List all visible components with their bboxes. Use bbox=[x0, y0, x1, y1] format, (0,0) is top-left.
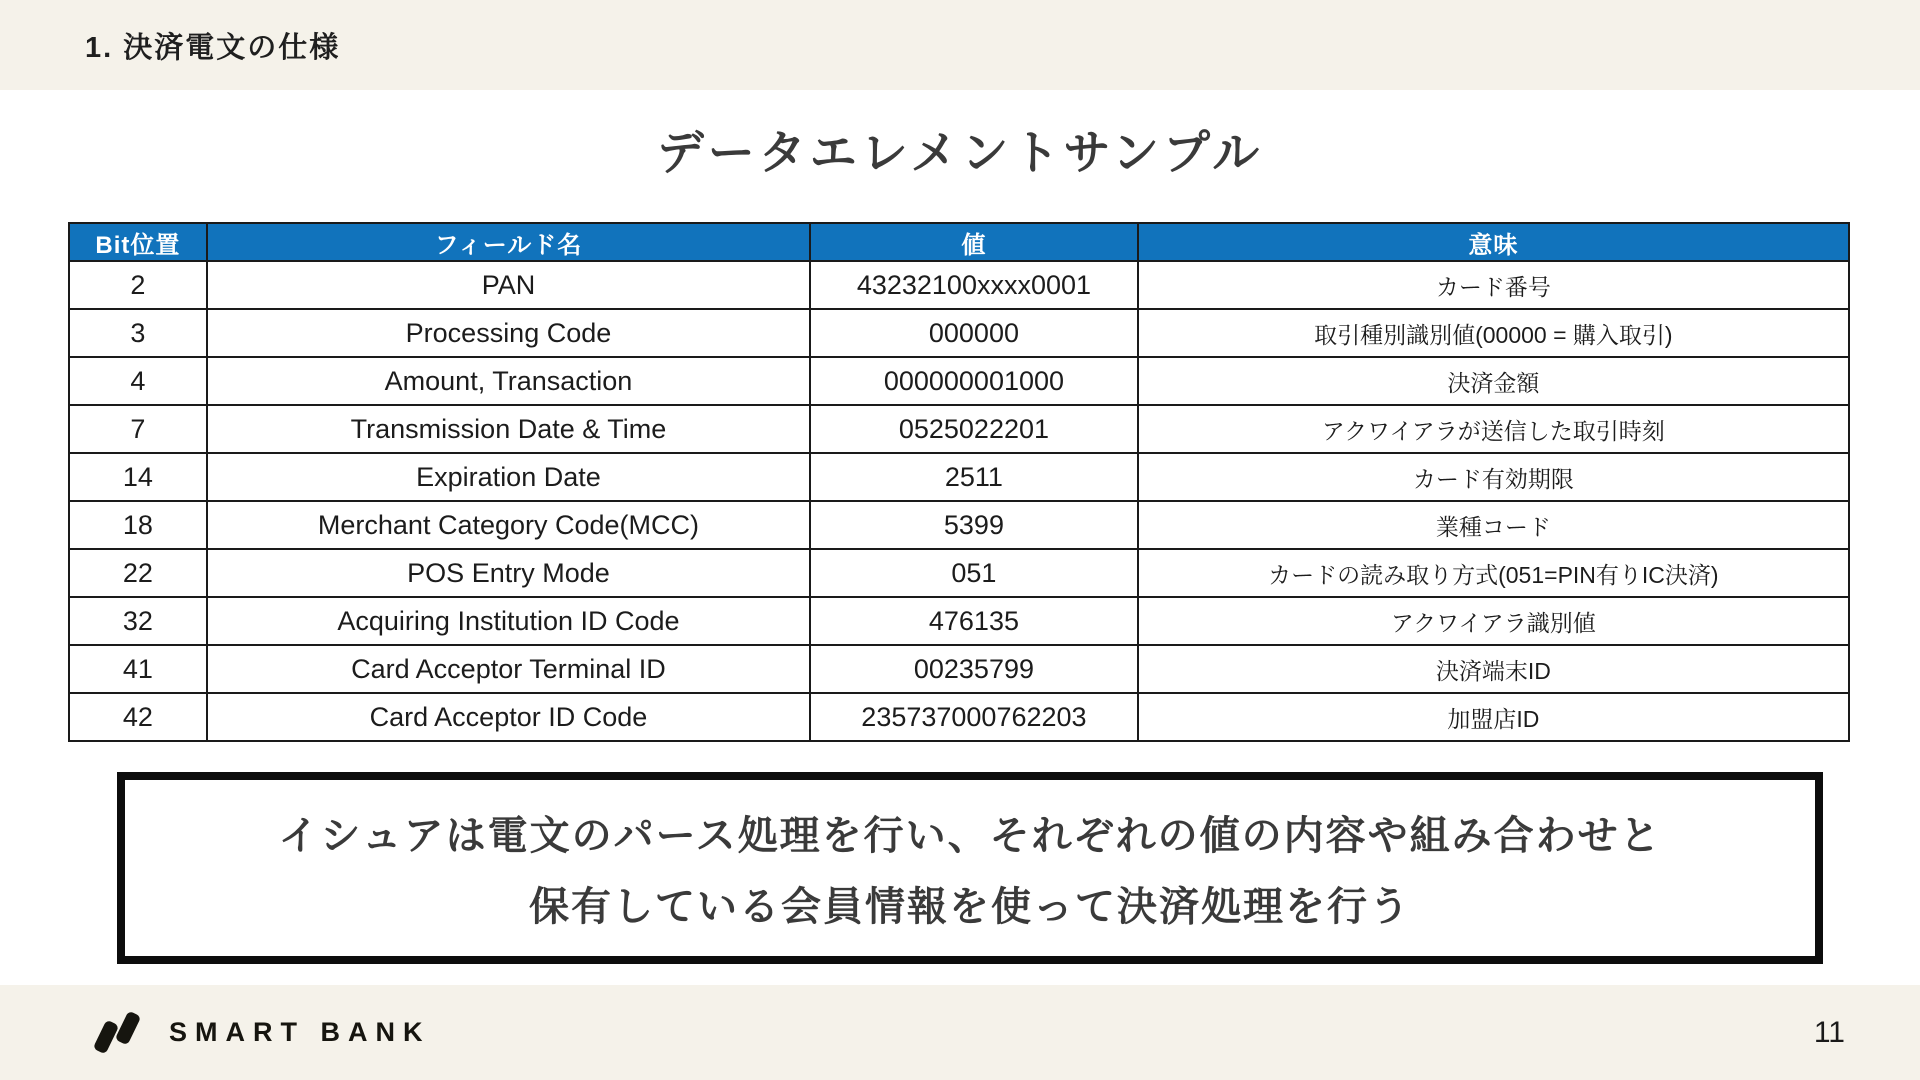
table-row bbox=[69, 645, 1849, 693]
cell-value: 051 bbox=[810, 549, 1138, 597]
cell-bit: 2 bbox=[69, 261, 207, 309]
cell-value: 2511 bbox=[810, 453, 1138, 501]
table-row bbox=[69, 693, 1849, 741]
smartbank-logo-text: SMART BANK bbox=[169, 1017, 431, 1047]
cell-field: PAN bbox=[207, 261, 810, 309]
cell-field: Amount, Transaction bbox=[207, 357, 810, 405]
cell-field: Expiration Date bbox=[207, 453, 810, 501]
table-row bbox=[69, 357, 1849, 405]
cell-field: POS Entry Mode bbox=[207, 549, 810, 597]
cell-meaning: アクワイアラ識別値 bbox=[1138, 597, 1849, 645]
cell-meaning: カード番号 bbox=[1138, 261, 1849, 309]
cell-value: 000000 bbox=[810, 309, 1138, 357]
cell-bit: 32 bbox=[69, 597, 207, 645]
cell-field: Transmission Date & Time bbox=[207, 405, 810, 453]
footer-band bbox=[0, 985, 1920, 1080]
cell-meaning: アクワイアラが送信した取引時刻 bbox=[1138, 405, 1849, 453]
cell-bit: 7 bbox=[69, 405, 207, 453]
cell-field: Merchant Category Code(MCC) bbox=[207, 501, 810, 549]
table-row bbox=[69, 501, 1849, 549]
header-cell-meaning: 意味 bbox=[1138, 223, 1849, 261]
callout-line-2: 保有している会員情報を使って決済処理を行う bbox=[529, 885, 1411, 929]
table-header-row bbox=[69, 223, 1849, 261]
smartbank-logo bbox=[95, 1010, 431, 1056]
header-cell-field: フィールド名 bbox=[207, 223, 810, 261]
section-heading: 1. 決済電文の仕様 bbox=[85, 31, 341, 64]
data-element-table-wrap bbox=[68, 222, 1850, 742]
header-cell-value: 値 bbox=[810, 223, 1138, 261]
cell-meaning: 加盟店ID bbox=[1138, 693, 1849, 741]
table-row bbox=[69, 309, 1849, 357]
data-element-table bbox=[68, 222, 1850, 742]
header-cell-bit: Bit位置 bbox=[69, 223, 207, 261]
cell-bit: 22 bbox=[69, 549, 207, 597]
cell-value: 5399 bbox=[810, 501, 1138, 549]
summary-callout-box bbox=[117, 772, 1823, 964]
table-row bbox=[69, 549, 1849, 597]
cell-value: 0525022201 bbox=[810, 405, 1138, 453]
cell-bit: 4 bbox=[69, 357, 207, 405]
cell-field: Processing Code bbox=[207, 309, 810, 357]
callout-line-1: イシュアは電文のパース処理を行い、それぞれの値の内容や組み合わせと bbox=[278, 814, 1662, 858]
cell-bit: 18 bbox=[69, 501, 207, 549]
cell-bit: 3 bbox=[69, 309, 207, 357]
cell-meaning: カードの読み取り方式(051=PIN有りIC決済) bbox=[1138, 549, 1849, 597]
table-row bbox=[69, 453, 1849, 501]
cell-bit: 14 bbox=[69, 453, 207, 501]
cell-value: 476135 bbox=[810, 597, 1138, 645]
cell-field: Acquiring Institution ID Code bbox=[207, 597, 810, 645]
table-row bbox=[69, 405, 1849, 453]
cell-value: 43232100xxxx0001 bbox=[810, 261, 1138, 309]
cell-meaning: 業種コード bbox=[1138, 501, 1849, 549]
cell-meaning: 決済端末ID bbox=[1138, 645, 1849, 693]
slide-title: データエレメントサンプル bbox=[656, 126, 1264, 179]
page-number: 11 bbox=[1813, 1015, 1845, 1049]
cell-bit: 41 bbox=[69, 645, 207, 693]
cell-meaning: カード有効期限 bbox=[1138, 453, 1849, 501]
cell-meaning: 取引種別識別値(00000 = 購入取引) bbox=[1138, 309, 1849, 357]
table-row bbox=[69, 261, 1849, 309]
cell-bit: 42 bbox=[69, 693, 207, 741]
cell-field: Card Acceptor Terminal ID bbox=[207, 645, 810, 693]
table-row bbox=[69, 597, 1849, 645]
cell-meaning: 決済金額 bbox=[1138, 357, 1849, 405]
cell-value: 235737000762203 bbox=[810, 693, 1138, 741]
smartbank-logo-icon bbox=[95, 1010, 147, 1056]
cell-value: 000000001000 bbox=[810, 357, 1138, 405]
top-band bbox=[0, 0, 1920, 90]
cell-field: Card Acceptor ID Code bbox=[207, 693, 810, 741]
cell-value: 00235799 bbox=[810, 645, 1138, 693]
